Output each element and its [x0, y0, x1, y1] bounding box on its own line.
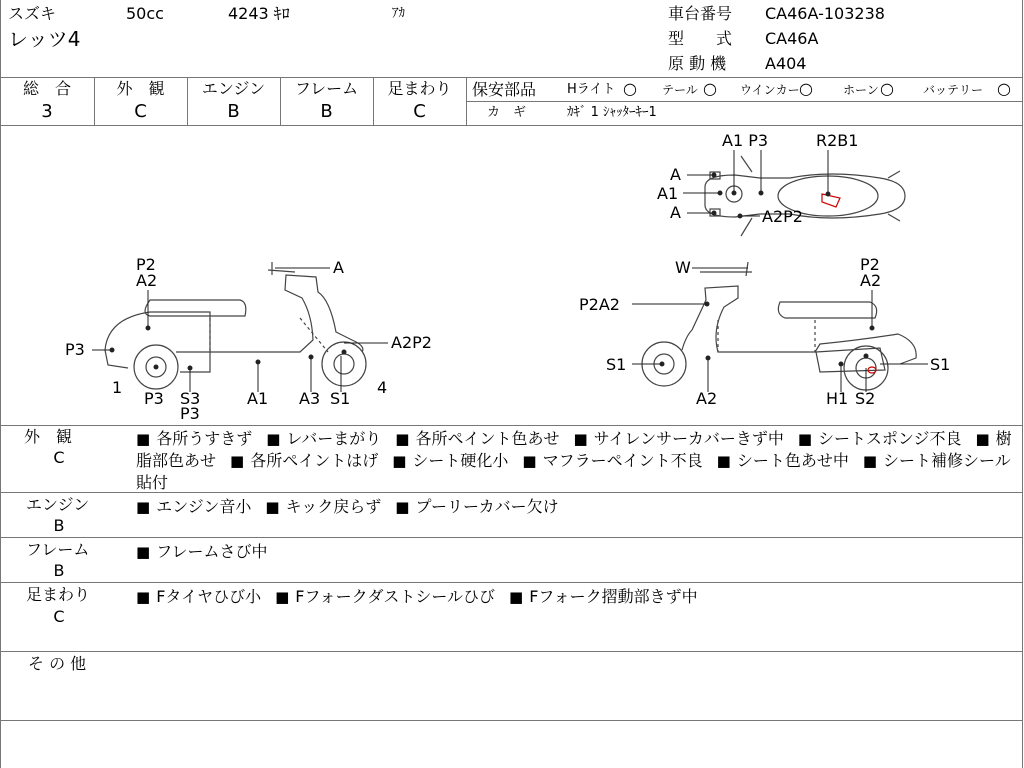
- label-right-p2: P2: [860, 255, 880, 274]
- divider: [466, 101, 1023, 102]
- label-left-a3: A3: [299, 389, 321, 408]
- safety-mark-horn: ○: [880, 79, 894, 98]
- remark-item: ■ フレームさび中: [136, 542, 268, 561]
- safety-mark-battery: ○: [997, 79, 1011, 98]
- label-left-s3: S3: [180, 389, 201, 408]
- label-right-s1-left: S1: [606, 355, 627, 374]
- label-left-4: 4: [377, 378, 388, 397]
- remark-item: ■ シート補修シール貼付: [136, 451, 1011, 492]
- remark-item: ■ レバーまがり: [266, 429, 381, 448]
- label-top-a2p2: A2P2: [762, 207, 803, 226]
- frame-number-label: 車台番号: [668, 4, 733, 23]
- key-label: カ ギ: [487, 105, 527, 120]
- grade-value-exterior: C: [134, 101, 147, 122]
- safety-item-winker: ウインカー: [740, 83, 800, 97]
- label-left-1: 1: [112, 378, 123, 397]
- safety-item-horn: ホーン: [843, 83, 879, 97]
- safety-item-tail: テール: [662, 83, 698, 97]
- label-right-a2-bottom: A2: [696, 389, 718, 408]
- section-items: [136, 496, 1020, 518]
- label-left-p3: P3: [65, 340, 85, 359]
- safety-item-headlight: Hライト: [567, 82, 616, 97]
- remark-item: ■ Fタイヤひび小: [136, 587, 261, 606]
- displacement: 50cc: [126, 4, 164, 23]
- scooter-diagram: [0, 126, 1022, 424]
- engine-type-value: A404: [765, 54, 807, 73]
- label-right-a2: A2: [860, 271, 882, 290]
- section-items: [136, 586, 1020, 608]
- section-label: エンジン: [26, 495, 90, 514]
- label-right-s2: S2: [855, 389, 876, 408]
- label-left-s1: S1: [330, 389, 351, 408]
- frame-number-value: CA46A-103238: [765, 4, 885, 23]
- remark-item: ■ キック戻らず: [265, 497, 381, 516]
- grade-label-engine: エンジン: [201, 79, 266, 98]
- top-view: [705, 156, 905, 236]
- section-label: 足まわり: [26, 585, 91, 604]
- remark-item: ■ シート硬化小: [392, 451, 508, 470]
- model-type-label: 型 式: [668, 29, 733, 48]
- color: ｱｶ: [392, 6, 405, 21]
- grade-value-engine: B: [227, 101, 240, 122]
- label-left-a: A: [333, 258, 344, 277]
- section-label: そ の 他: [28, 654, 87, 673]
- model-type-value: CA46A: [765, 29, 819, 48]
- section-grade: B: [53, 561, 65, 580]
- remark-item: ■ 樹脂部色あせ: [136, 429, 1012, 470]
- label-left-a2: A2: [136, 271, 158, 290]
- section-grade: C: [53, 607, 65, 626]
- divider: [0, 537, 1023, 538]
- section-items: [136, 541, 1020, 563]
- label-left-a2p2: A2P2: [391, 333, 432, 352]
- label-top-a-lower: A: [670, 203, 681, 222]
- label-top-a-upper: A: [670, 165, 681, 184]
- safety-mark-headlight: ○: [623, 79, 637, 98]
- remark-item: ■ Fフォーク摺動部きず中: [509, 587, 698, 606]
- remark-item: ■ Fフォークダストシールひび: [275, 587, 495, 606]
- label-top-a1p3: A1 P3: [722, 131, 769, 150]
- section-items: [136, 428, 1020, 493]
- grade-label-suspension: 足まわり: [387, 79, 452, 98]
- divider: [0, 651, 1023, 652]
- key-value: ｶｷﾞ 1 ｼｬｯﾀｰｷｰ1: [567, 105, 657, 120]
- grade-value-overall: 3: [41, 101, 53, 122]
- mileage: 4243 ｷﾛ: [228, 4, 290, 23]
- model-name: レッツ4: [8, 27, 81, 51]
- label-left-p3-lower: P3: [180, 404, 200, 423]
- grade-label-frame: フレーム: [294, 79, 359, 98]
- label-right-h1: H1: [826, 389, 849, 408]
- label-left-a1: A1: [247, 389, 269, 408]
- divider: [0, 582, 1023, 583]
- section-label: 外 観: [24, 427, 73, 446]
- remark-item: ■ 各所ペイント色あせ: [395, 429, 559, 448]
- border-right: [1022, 0, 1023, 768]
- remark-item: ■ シート色あせ中: [717, 451, 849, 470]
- label-right-s1-right: S1: [930, 355, 951, 374]
- safety-title: 保安部品: [472, 80, 537, 99]
- section-grade: B: [53, 516, 65, 535]
- label-left-p2: P2: [136, 255, 156, 274]
- remark-item: ■ プーリーカバー欠け: [395, 497, 558, 516]
- divider: [0, 425, 1023, 426]
- section-grade: C: [53, 448, 65, 467]
- remark-item: ■ シートスポンジ不良: [798, 429, 962, 448]
- label-left-p3-bottom: P3: [144, 389, 164, 408]
- grade-label-exterior: 外 観: [116, 79, 165, 98]
- grade-value-suspension: C: [413, 101, 426, 122]
- safety-mark-tail: ○: [703, 79, 717, 98]
- divider: [0, 77, 1023, 78]
- safety-item-battery: バッテリー: [923, 83, 984, 97]
- section-label: フレーム: [26, 540, 90, 559]
- divider: [0, 720, 1023, 721]
- remark-item: ■ サイレンサーカバーきず中: [573, 429, 783, 448]
- remark-item: ■ 各所うすきず: [136, 429, 252, 448]
- label-right-w: W: [675, 258, 691, 277]
- label-top-a1: A1: [657, 184, 679, 203]
- safety-mark-winker: ○: [799, 79, 813, 98]
- maker: スズキ: [8, 4, 57, 23]
- grade-label-overall: 総 合: [22, 79, 71, 98]
- label-top-r2b1: R2B1: [816, 131, 859, 150]
- label-right-p2a2: P2A2: [579, 295, 620, 314]
- remark-item: ■ エンジン音小: [136, 497, 251, 516]
- remark-item: ■ マフラーペイント不良: [522, 451, 702, 470]
- engine-type-label: 原 動 機: [668, 54, 727, 73]
- remark-item: ■ 各所ペイントはげ: [230, 451, 378, 470]
- grade-value-frame: B: [320, 101, 333, 122]
